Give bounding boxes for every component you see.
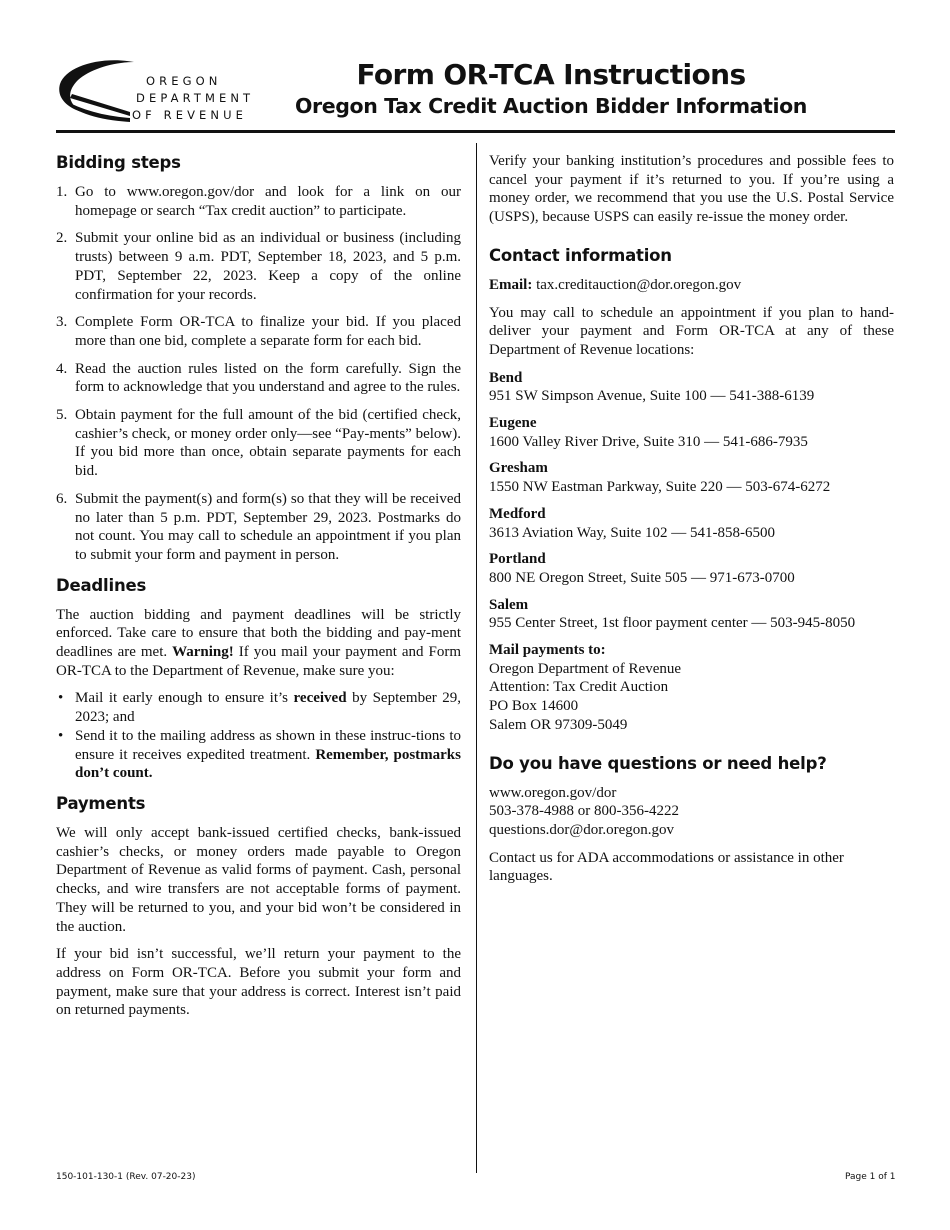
bullet1-bold: received: [293, 690, 347, 707]
list-number: 1.: [56, 184, 68, 200]
list-item: [56, 183, 461, 220]
page-title: Form OR-TCA Instructions: [356, 58, 746, 91]
office-portland: [489, 550, 894, 587]
deadlines-intro-b: If you mail your payment and Form OR-TCA to the Department of Revenue, make sure you:: [56, 644, 461, 679]
bidding-steps-heading: Bidding steps: [56, 153, 181, 172]
list-number: 6.: [56, 490, 68, 507]
office-city: Bend: [489, 369, 523, 386]
list-text: Submit your online bid as an individual or business (including trusts) between 9 a.m. PDT, September 18, 2023, and 5 p.m. PDT, September 22, 2023. Keep a copy of the online confirmation for your records.: [75, 230, 461, 303]
office-salem: [489, 596, 894, 633]
deadlines-section: [56, 575, 461, 783]
payments-section: [56, 793, 461, 1020]
office-city: Portland: [489, 551, 546, 568]
deadlines-list: [56, 689, 461, 783]
help-email: questions.dor@dor.oregon.gov: [489, 821, 675, 838]
mail-payments-label: Mail payments to:: [489, 642, 606, 659]
page-subtitle: Oregon Tax Credit Auction Bidder Information: [295, 94, 807, 118]
list-number: 3.: [56, 314, 68, 331]
list-item: [56, 490, 461, 565]
help-website: www.oregon.gov/dor: [489, 784, 617, 801]
contact-intro: You may call to schedule an appointment if you plan to hand-deliver your payment and Form OR-TCA at any of these Department of Revenue locations:: [489, 304, 894, 358]
logo-text-of-revenue: OF REVENUE: [132, 108, 247, 122]
right-column: [489, 152, 894, 896]
email-address: tax.creditauction@dor.oregon.gov: [532, 276, 742, 293]
contact-section: [489, 245, 894, 735]
help-phone: 503-378-4988 or 800-356-4222: [489, 803, 679, 820]
list-text: Go to www.oregon.gov/dor and look for a link on our homepage or search “Tax credit auction” to participate.: [75, 184, 461, 219]
contact-heading: Contact information: [489, 245, 672, 265]
payments-paragraph-2: If your bid isn’t successful, we’ll return your payment to the address on Form OR-TCA. Before you submit your form and payment, make sure that your address is correct. Interest isn’t paid on returned payments.: [56, 946, 461, 1019]
list-item: [56, 689, 461, 726]
office-address: 3613 Aviation Way, Suite 102 — 541-858-6500: [489, 524, 775, 541]
oregon-dor-logo: [56, 56, 256, 126]
office-bend: [489, 369, 894, 406]
deadlines-heading: Deadlines: [56, 575, 147, 595]
logo-text-oregon: OREGON: [146, 74, 222, 88]
bidding-steps-list: [56, 183, 461, 565]
office-city: Medford: [489, 505, 546, 522]
office-gresham: [489, 459, 894, 496]
list-text: Read the auction rules listed on the form carefully. Sign the form to acknowledge that you understand and agree to the rules.: [75, 360, 461, 396]
header-divider: [56, 130, 895, 133]
bullet1-text-a: Mail it early enough to ensure it’s: [75, 690, 294, 707]
list-text: Obtain payment for the full amount of the bid (certified check, cashier’s check, or money order only—see “Pay-ments” below). If you bid more than once, obtain separate payments for each bid.: [75, 407, 461, 480]
office-medford: [489, 505, 894, 542]
office-address: 800 NE Oregon Street, Suite 505 — 971-673-0700: [489, 569, 795, 586]
list-item: [56, 727, 461, 783]
mail-address-line: Attention: Tax Credit Auction: [489, 679, 669, 696]
left-column: [56, 152, 461, 1030]
logo-text-department: DEPARTMENT: [136, 91, 255, 105]
list-item: [56, 313, 461, 350]
payments-paragraph-3: Verify your banking institution’s procedures and possible fees to cancel your payment if it’s returned to you. If you’re using a money order, we recommend that you use the U.S. Postal Service (USPS), because USPS can easily re-issue the money order.: [489, 153, 894, 226]
mail-payments-block: [489, 641, 894, 735]
list-number: 5.: [56, 407, 68, 424]
list-number: 2.: [56, 230, 68, 247]
office-address: 955 Center Street, 1st floor payment center — 503-945-8050: [489, 615, 856, 632]
email-label: Email:: [489, 276, 533, 293]
mail-address-line: Salem OR 97309-5049: [489, 716, 628, 733]
bullet2-text-a: Send it to the mailing address as shown in these instruc-tions to ensure it receives expedited treatment.: [75, 727, 461, 763]
bullet1-text-b: by September 29, 2023; and: [75, 690, 461, 726]
office-address: 1550 NW Eastman Parkway, Suite 220 — 503-674-6272: [489, 479, 831, 496]
bullet2-bold: Remember, postmarks don’t count.: [75, 746, 461, 782]
list-item: [56, 229, 461, 304]
help-ada: Contact us for ADA accommodations or assistance in other languages.: [489, 849, 844, 885]
bullet-icon: •: [58, 727, 64, 744]
mail-address-line: Oregon Department of Revenue: [489, 660, 682, 677]
page-header: [56, 52, 895, 130]
deadlines-intro-a: The auction bidding and payment deadlines will be strictly enforced. Take care to ensure that both the bidding and pay-ment deadlines are met.: [56, 606, 461, 661]
column-divider: [476, 143, 477, 1173]
contact-email-line: [489, 276, 894, 295]
office-city: Gresham: [489, 460, 548, 477]
office-address: 951 SW Simpson Avenue, Suite 100 — 541-388-6139: [489, 388, 815, 405]
office-address: 1600 Valley River Drive, Suite 310 — 541-686-7935: [489, 433, 808, 450]
swoosh-logo-icon: [56, 56, 136, 126]
list-item: [56, 360, 461, 397]
mail-address-line: PO Box 14600: [489, 698, 579, 715]
deadlines-paragraph: [56, 606, 461, 681]
list-item: [56, 406, 461, 481]
form-number: 150-101-130-1 (Rev. 07-20-23): [56, 1172, 196, 1182]
page-number: Page 1 of 1: [845, 1172, 896, 1182]
office-city: Eugene: [489, 415, 537, 432]
office-city: Salem: [489, 596, 529, 613]
payments-heading: Payments: [56, 793, 146, 813]
office-eugene: [489, 414, 894, 451]
help-heading: Do you have questions or need help?: [489, 753, 827, 773]
bullet-icon: •: [58, 690, 64, 707]
payments-paragraph-1: We will only accept bank-issued certified checks, bank-issued cashier’s checks, or money orders made payable to Oregon Department of Revenue as valid forms of payment. Cash, personal checks, and wire transfers are not acceptable forms of payment. They will be returned to you, and your bid won’t be considered in the auction.: [56, 824, 461, 935]
list-text: Complete Form OR-TCA to finalize your bid. If you placed more than one bid, complete a separate form for each bid.: [75, 314, 461, 349]
title-block: [286, 58, 816, 120]
bidding-steps-section: [56, 152, 461, 565]
warning-label: Warning!: [172, 644, 234, 661]
list-number: 4.: [56, 360, 68, 377]
list-text: Submit the payment(s) and form(s) so that they will be received no later than 5 p.m. PDT, September 29, 2023. Postmarks do not count. You may call to schedule an appointment if you plan to submit your form and payment in person.: [75, 490, 461, 563]
help-section: [489, 753, 894, 887]
